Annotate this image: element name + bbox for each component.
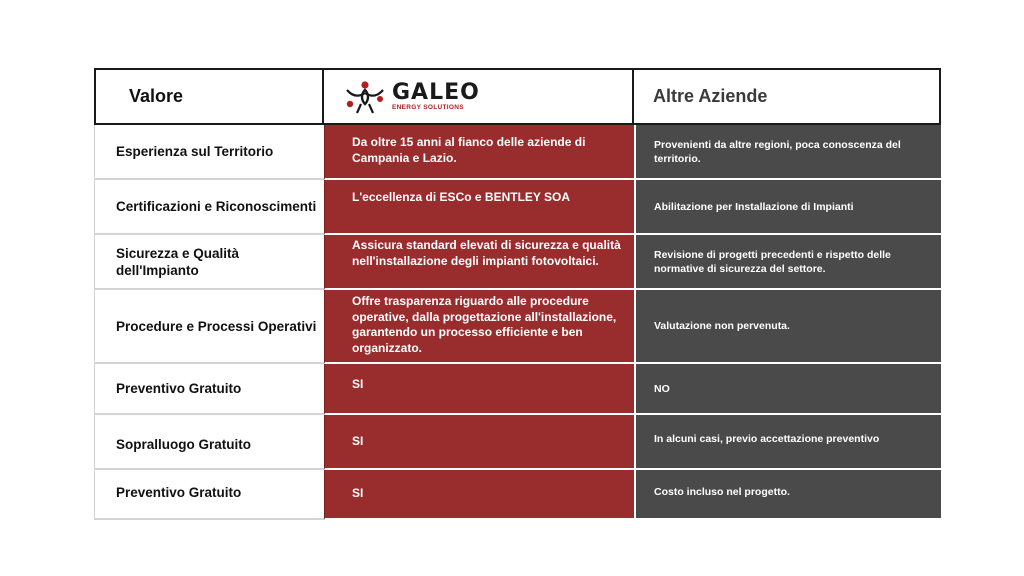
table-row bbox=[94, 290, 941, 364]
others-value: Costo incluso nel progetto. bbox=[634, 470, 941, 520]
row-label: Preventivo Gratuito bbox=[94, 364, 324, 415]
galeo-logo bbox=[344, 79, 480, 115]
galeo-figure-icon bbox=[344, 79, 386, 115]
header-galeo bbox=[324, 68, 634, 125]
others-value: In alcuni casi, previo accettazione preventivo bbox=[634, 415, 941, 470]
row-label: Certificazioni e Riconoscimenti bbox=[94, 180, 324, 235]
table-row bbox=[94, 470, 941, 520]
others-value: Provenienti da altre regioni, poca conoscenza del territorio. bbox=[634, 125, 941, 180]
table-row bbox=[94, 364, 941, 415]
row-label: Procedure e Processi Operativi bbox=[94, 290, 324, 364]
brand-name: GALEO bbox=[392, 79, 480, 105]
header-valore: Valore bbox=[94, 68, 324, 125]
others-value: Abilitazione per Installazione di Impianti bbox=[634, 180, 941, 235]
others-value: Revisione di progetti precedenti e rispetto delle normative di sicurezza del settore. bbox=[634, 235, 941, 290]
others-value: NO bbox=[634, 364, 941, 415]
row-label: Sopralluogo Gratuito bbox=[94, 415, 324, 470]
table-row bbox=[94, 125, 941, 180]
table-row bbox=[94, 235, 941, 290]
galeo-value: SI bbox=[324, 415, 634, 470]
galeo-value: L'eccellenza di ESCo e BENTLEY SOA bbox=[324, 180, 634, 235]
comparison-table bbox=[94, 68, 941, 520]
table-row bbox=[94, 180, 941, 235]
brand-sub: ENERGY SOLUTIONS bbox=[392, 103, 464, 111]
galeo-value: Assicura standard elevati di sicurezza e qualità nell'installazione degli impianti fotovoltaici. bbox=[324, 235, 634, 290]
table-row bbox=[94, 415, 941, 470]
galeo-value: Da oltre 15 anni al fianco delle aziende di Campania e Lazio. bbox=[324, 125, 634, 180]
galeo-value: SI bbox=[324, 470, 634, 520]
table-header bbox=[94, 68, 941, 125]
galeo-value: Offre trasparenza riguardo alle procedure operative, dalla progettazione all'installazione, garantendo un processo efficiente e ben organizzato. bbox=[324, 290, 634, 364]
row-label: Preventivo Gratuito bbox=[94, 470, 324, 520]
header-altre: Altre Aziende bbox=[634, 68, 941, 125]
row-label: Esperienza sul Territorio bbox=[94, 125, 324, 180]
others-value: Valutazione non pervenuta. bbox=[634, 290, 941, 364]
galeo-value: SI bbox=[324, 364, 634, 415]
row-label: Sicurezza e Qualità dell'Impianto bbox=[94, 235, 324, 290]
